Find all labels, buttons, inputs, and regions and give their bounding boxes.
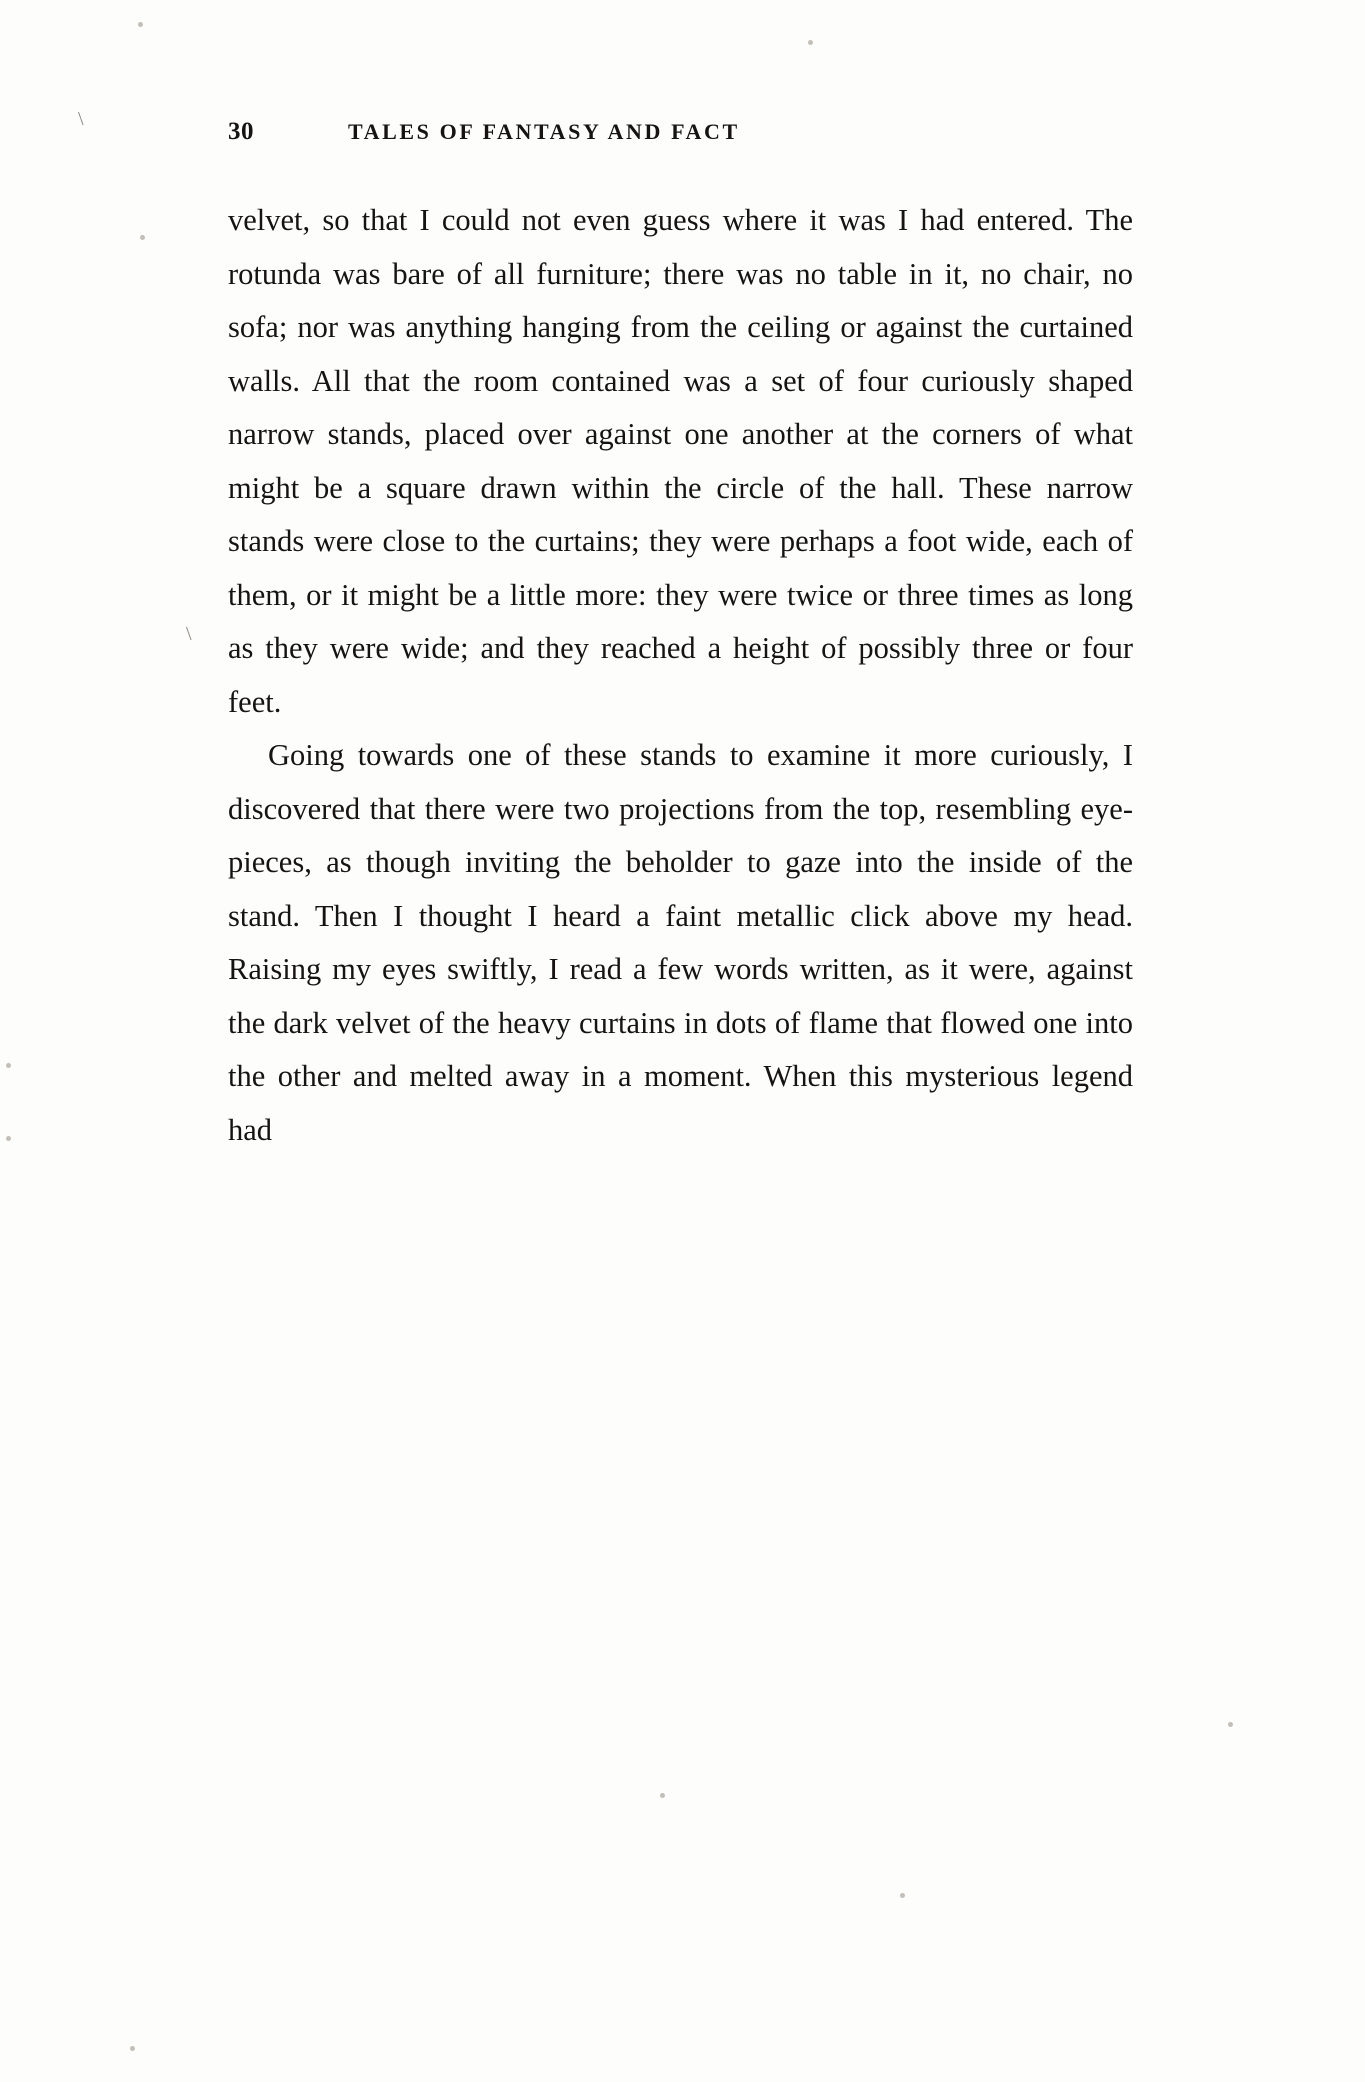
margin-mark-top: \ xyxy=(78,108,84,130)
book-title-header: TALES OF FANTASY AND FACT xyxy=(348,119,740,144)
scan-speck xyxy=(808,40,813,45)
scan-speck xyxy=(900,1893,905,1898)
scan-speck xyxy=(1228,1722,1233,1727)
scan-speck xyxy=(6,1063,11,1068)
page-text-block xyxy=(228,118,1133,1157)
paragraph: Going towards one of these stands to examine it more curiously, I discovered that there were two projections from the top, resembling eye-pieces, as though inviting the beholder to gaze into the inside of the stand. Then I thought I heard a faint metallic click above my head. Raising my eyes swiftly, I read a few words written, as it were, against the dark velvet of the heavy curtains in dots of flame that flowed one into the other and melted away in a moment. When this mysterious legend had xyxy=(228,738,1133,1147)
scan-speck xyxy=(138,22,143,27)
paragraph: velvet, so that I could not even guess where it was I had entered. The rotunda was bare of all furniture; there was no table in it, no chair, no sofa; nor was anything hanging from the ceiling or against the curtained walls. All that the room contained was a set of four curiously shaped narrow stands, placed over against one another at the corners of what might be a square drawn within the circle of the hall. These narrow stands were close to the curtains; they were perhaps a foot wide, each of them, or it might be a little more: they were twice or three times as long as they were wide; and they reached a height of possibly three or four feet. xyxy=(228,203,1133,719)
page-number: 30 xyxy=(228,118,254,145)
running-head xyxy=(228,118,1133,146)
scan-speck xyxy=(140,235,145,240)
scan-speck xyxy=(660,1793,665,1798)
margin-mark-middle: \ xyxy=(186,623,192,645)
scan-speck xyxy=(6,1136,11,1141)
scan-speck xyxy=(130,2046,135,2051)
